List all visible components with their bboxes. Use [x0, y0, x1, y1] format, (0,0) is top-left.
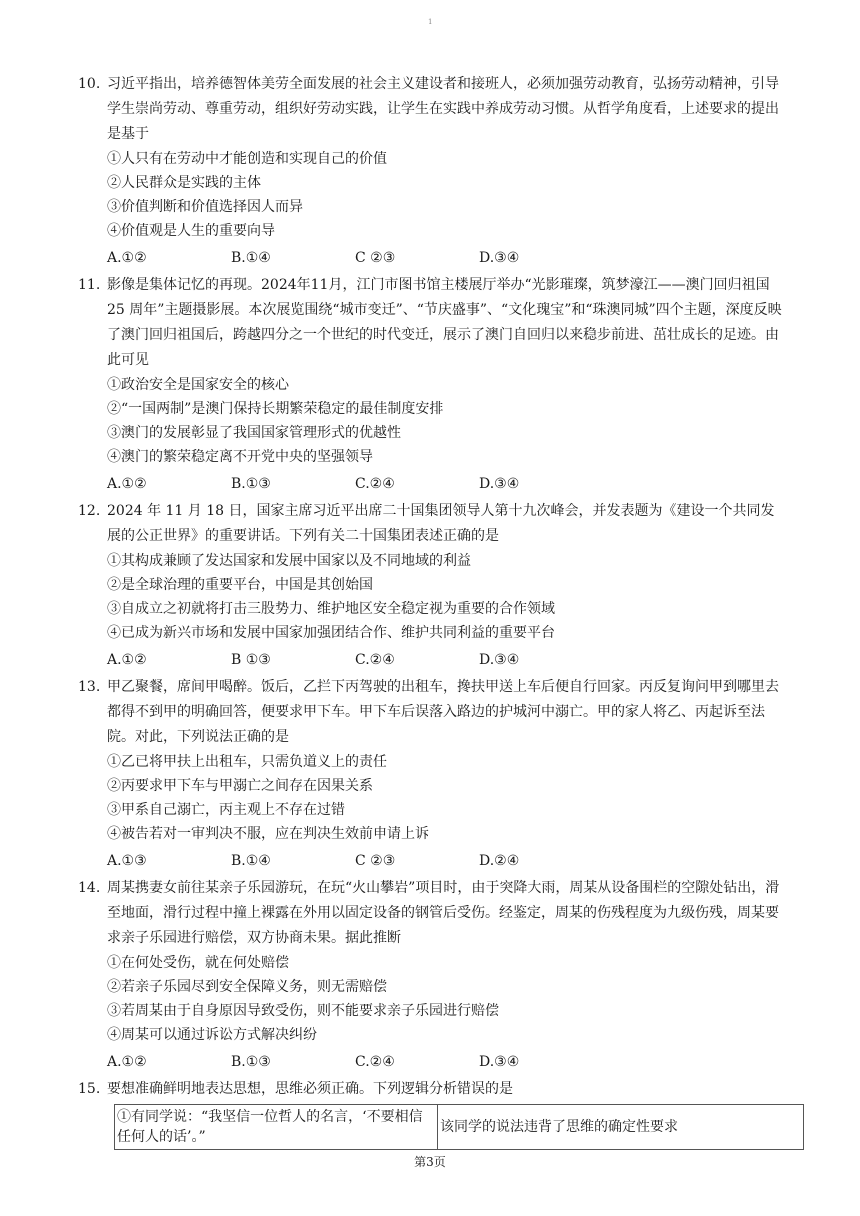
question-stem	[78, 72, 784, 147]
statement-1: ①人只有在劳动中才能创造和实现自己的价值	[107, 151, 387, 167]
question-text: 影像是集体记忆的再现。2024年11月，江门市图书馆主楼展厅举办“光影璀璨，筑梦濠江——澳门回归祖国25 周年”主题摄影展。本次展览围绕“城市变迁”、“节庆盛事”、“文化瑰宝”和“珠澳同城”四个主题，深度反映了澳门回归祖国后，跨越四分之一个世纪的时代变迁，展示了澳门自回归以来稳步前进、茁壮成长的足迹。由此可见	[107, 277, 782, 368]
statement-3: ③澳门的发展彰显了我国国家管理形式的优越性	[107, 425, 401, 441]
option-c: C.②④	[355, 476, 395, 492]
statement-3: ③价值判断和价值选择因人而异	[107, 199, 303, 215]
statement-1: ①在何处受伤，就在何处赔偿	[107, 955, 289, 971]
option-a: A.①②	[107, 1054, 147, 1070]
answer-options	[84, 647, 784, 673]
exam-page	[78, 72, 784, 1152]
question-text: 要想准确鲜明地表达思想，思维必须正确。下列逻辑分析错误的是	[107, 1081, 513, 1097]
option-d: D.③④	[479, 1054, 520, 1070]
option-a: A.①②	[107, 476, 147, 492]
statement-3: ③甲系自己溺亡，丙主观上不存在过错	[107, 802, 345, 818]
page-number: 第3页	[414, 1155, 446, 1169]
statement-3: ③若周某由于自身原因导致受伤，则不能要求亲子乐园进行赔偿	[107, 1003, 499, 1019]
question-stem	[78, 1077, 784, 1102]
option-b: B.①④	[231, 853, 271, 869]
question-stem	[78, 876, 784, 951]
statement-4: ④被告若对一审判决不服，应在判决生效前申请上诉	[107, 826, 429, 842]
option-a: A.①②	[107, 652, 147, 668]
option-b: B.①③	[231, 1054, 271, 1070]
question-12	[78, 499, 784, 673]
statement-2: ②是全球治理的重要平台，中国是其创始国	[107, 577, 373, 593]
option-c: C.②④	[355, 1054, 395, 1070]
option-b: B.①③	[231, 476, 271, 492]
answer-options	[84, 471, 784, 497]
statement-4: ④已成为新兴市场和发展中国家加强团结合作、维护共同利益的重要平台	[107, 625, 555, 641]
question-number: 14.	[78, 880, 101, 896]
option-d: D.③④	[479, 250, 520, 266]
statement-2: ②丙要求甲下车与甲溺亡之间存在因果关系	[107, 778, 373, 794]
option-c: C ②③	[355, 250, 396, 266]
option-c: C.②④	[355, 652, 395, 668]
question-stem	[78, 675, 784, 750]
option-a: A.①③	[107, 853, 147, 869]
statement-3: ③自成立之初就将打击三股势力、维护地区安全稳定视为重要的合作领域	[107, 601, 555, 617]
table-cell-statement: ①有同学说：“我坚信一位哲人的名言，‘不要相信任何人的话’。”	[115, 1105, 438, 1150]
question-13	[78, 675, 784, 874]
answer-options	[84, 1049, 784, 1075]
statement-1: ①乙已将甲扶上出租车，只需负道义上的责任	[107, 754, 387, 770]
option-d: D.③④	[479, 476, 520, 492]
statement-4: ④澳门的繁荣稳定离不开党中央的坚强领导	[107, 449, 373, 465]
statement-2: ②人民群众是实践的主体	[107, 175, 261, 191]
answer-options	[84, 848, 784, 874]
question-number: 15.	[78, 1081, 101, 1097]
question-number: 10.	[78, 76, 101, 92]
statement-1: ①政治安全是国家安全的核心	[107, 377, 289, 393]
question-stem	[78, 273, 784, 373]
statement-2: ②若亲子乐园尽到安全保障义务，则无需赔偿	[107, 979, 387, 995]
page-top-mark: 1	[428, 18, 433, 26]
question-15	[78, 1077, 784, 1150]
option-b: B ①③	[231, 652, 271, 668]
statement-4: ④价值观是人生的重要向导	[107, 223, 275, 239]
question-text: 甲乙聚餐，席间甲喝醉。饭后，乙拦下丙驾驶的出租车，搀扶甲送上车后便自行回家。丙反复询问甲到哪里去都得不到甲的明确回答，便要求甲下车。甲下车后误落入路边的护城河中溺亡。甲的家人将乙、丙起诉至法院。对此，下列说法正确的是	[107, 679, 779, 745]
option-c: C ②③	[355, 853, 396, 869]
option-a: A.①②	[107, 250, 147, 266]
question-number: 11.	[78, 277, 101, 293]
question-number: 13.	[78, 679, 101, 695]
table-row	[115, 1105, 804, 1150]
question-10	[78, 72, 784, 271]
question-number: 12.	[78, 503, 101, 519]
statement-4: ④周某可以通过诉讼方式解决纠纷	[107, 1027, 317, 1043]
statement-2: ②“一国两制”是澳门保持长期繁荣稳定的最佳制度安排	[107, 401, 444, 417]
option-b: B.①④	[231, 250, 271, 266]
statement-1: ①其构成兼顾了发达国家和发展中国家以及不同地域的利益	[107, 553, 471, 569]
table-cell-analysis: 该同学的说法违背了思维的确定性要求	[438, 1105, 804, 1150]
question-text: 2024 年 11 月 18 日，国家主席习近平出席二十国集团领导人第十九次峰会，并发表题为《建设一个共同发展的公正世界》的重要讲话。下列有关二十国集团表述正确的是	[107, 503, 775, 544]
answer-options	[84, 245, 784, 271]
logic-analysis-table	[114, 1104, 804, 1150]
question-text: 周某携妻女前往某亲子乐园游玩，在玩“火山攀岩”项目时，由于突降大雨，周某从设备围栏的空隙处钻出，滑至地面，滑行过程中撞上裸露在外用以固定设备的钢管后受伤。经鉴定，周某的伤残程度为九级伤残，周某要求亲子乐园进行赔偿，双方协商未果。据此推断	[107, 880, 780, 946]
question-stem	[78, 499, 784, 549]
question-14	[78, 876, 784, 1075]
option-d: D.③④	[479, 652, 520, 668]
option-d: D.②④	[479, 853, 520, 869]
question-11	[78, 273, 784, 497]
question-text: 习近平指出，培养德智体美劳全面发展的社会主义建设者和接班人，必须加强劳动教育，弘扬劳动精神，引导学生崇尚劳动、尊重劳动，组织好劳动实践，让学生在实践中养成劳动习惯。从哲学角度看，上述要求的提出是基于	[107, 76, 779, 142]
